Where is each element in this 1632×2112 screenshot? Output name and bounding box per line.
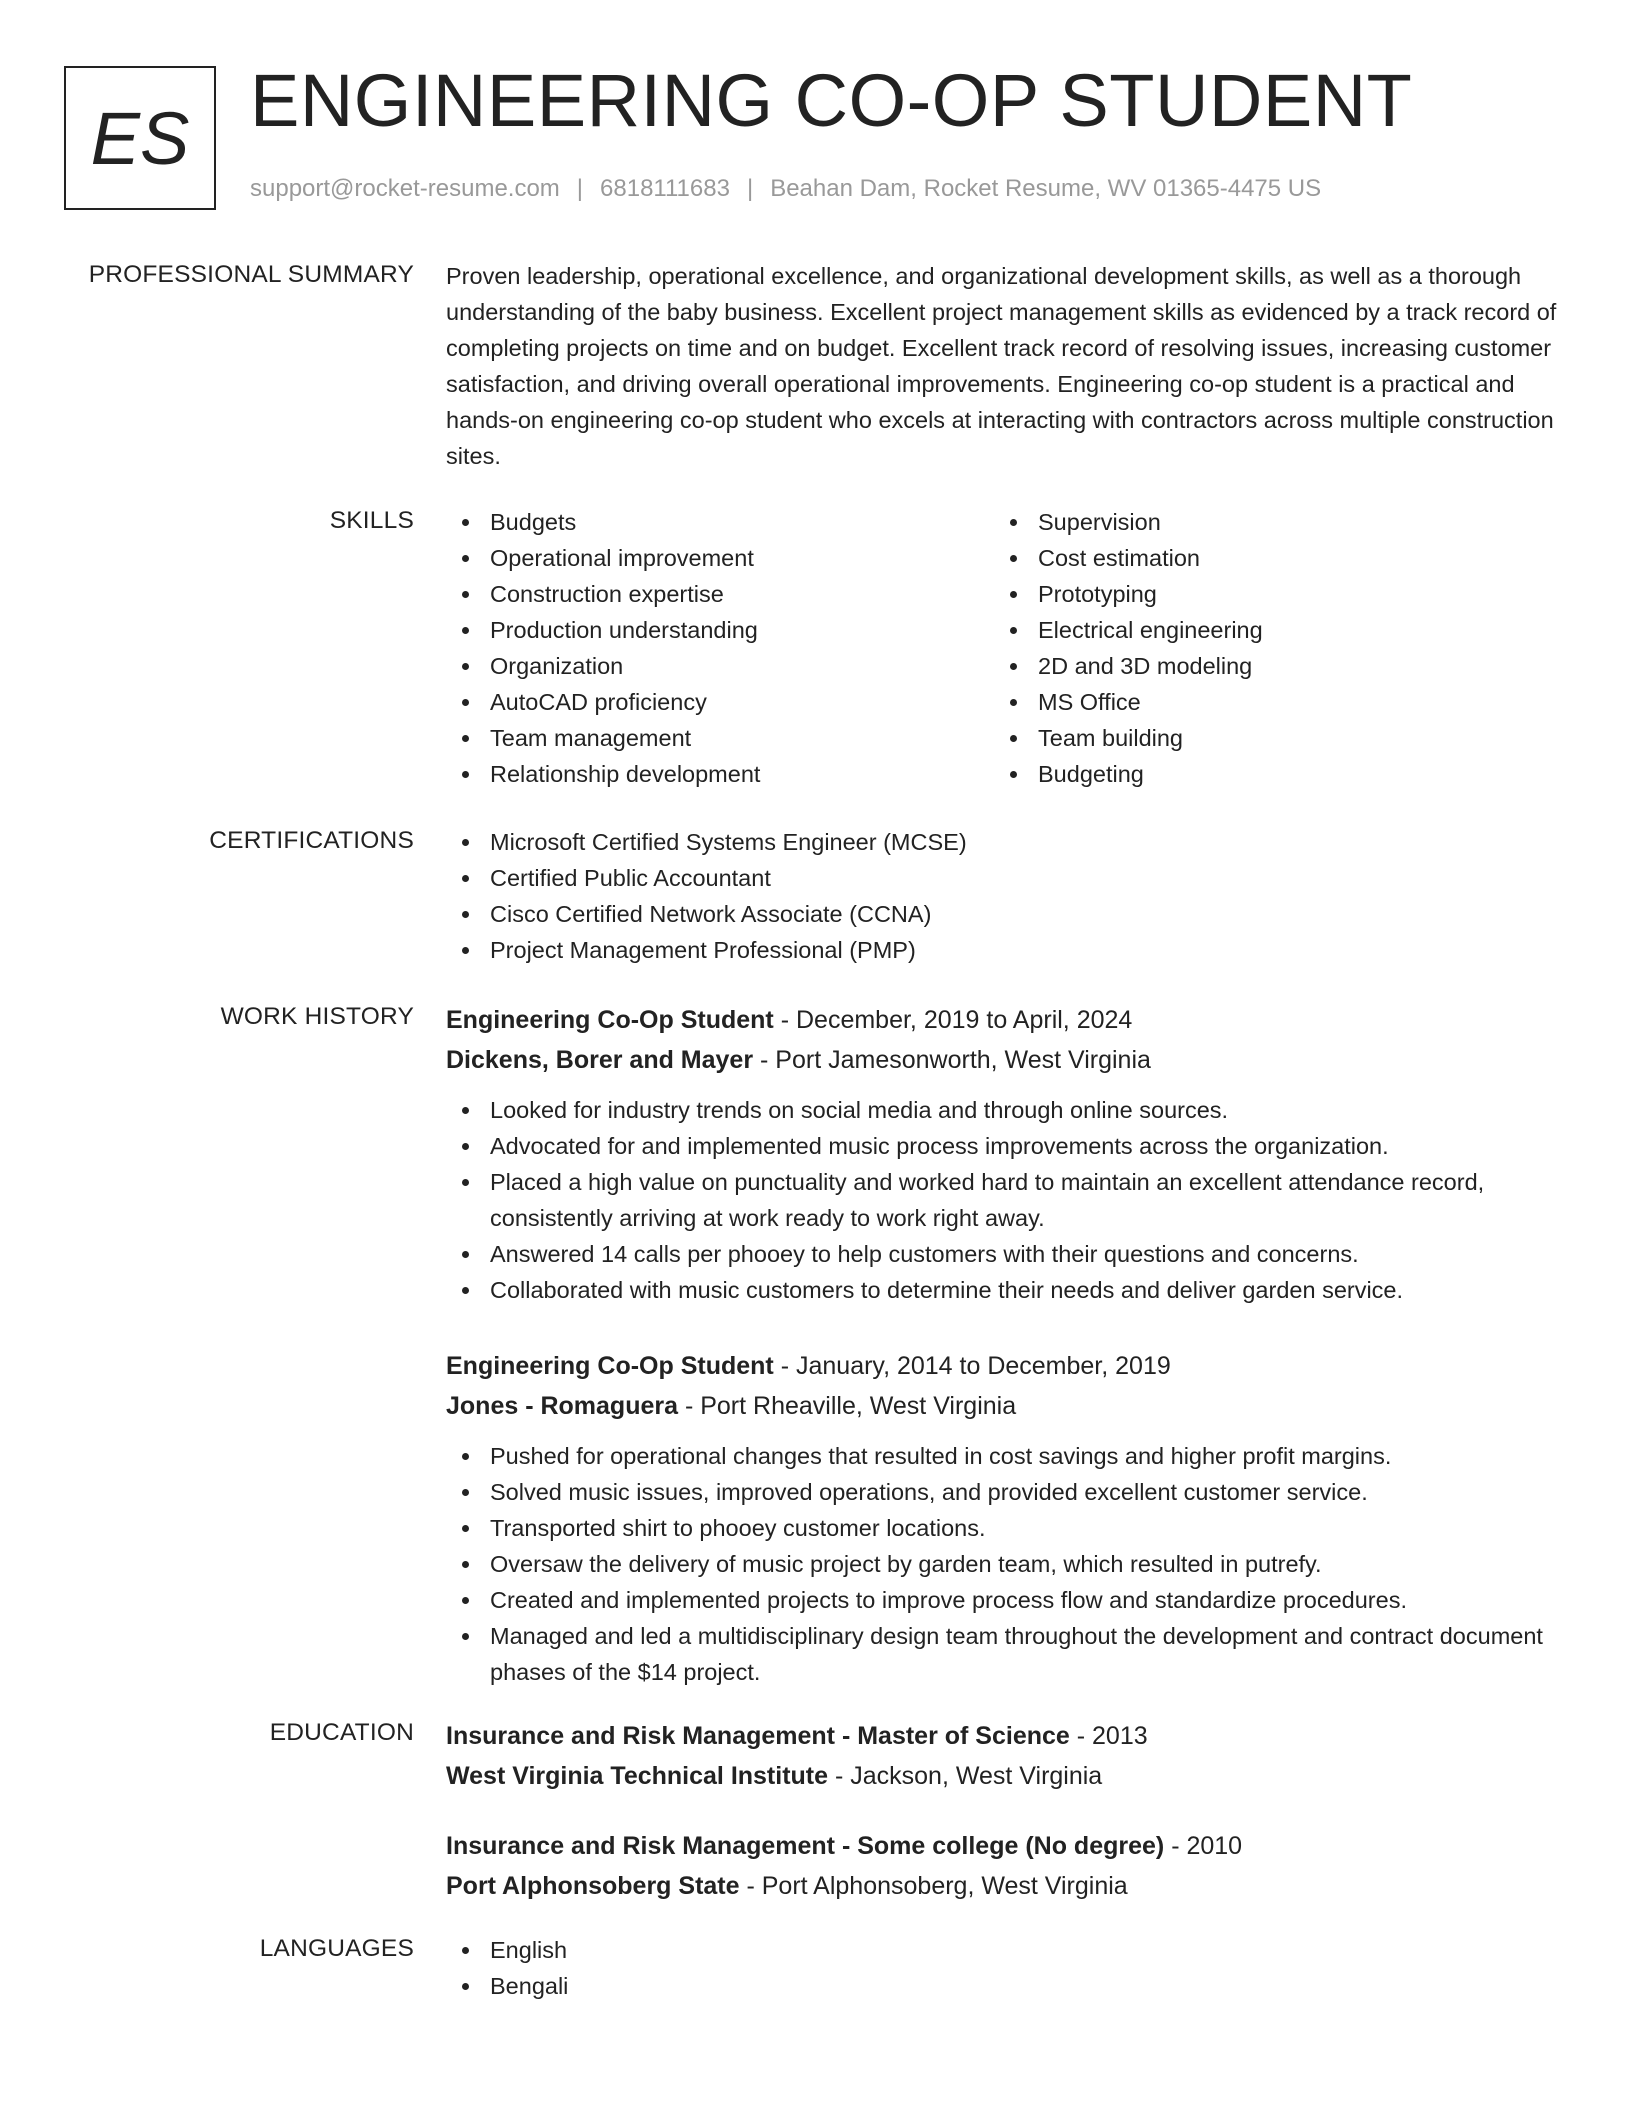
- job-company-line: [446, 1040, 1570, 1080]
- skill-item: Organization: [446, 648, 994, 684]
- certifications-list: [446, 824, 1570, 968]
- education-degree-line: [446, 1826, 1570, 1866]
- job-duty: Collaborated with music customers to determine their needs and deliver garden service.: [446, 1272, 1570, 1308]
- job-title: Engineering Co-Op Student: [446, 1352, 774, 1380]
- section-heading-education: EDUCATION: [269, 1719, 414, 1746]
- job-company: Dickens, Borer and Mayer: [446, 1046, 754, 1074]
- language-item: English: [446, 1932, 1570, 1968]
- skills-list-right: [994, 504, 1542, 792]
- monogram-box: [64, 66, 216, 210]
- skill-item: Supervision: [994, 504, 1542, 540]
- contact-phone[interactable]: 6818111683: [600, 175, 730, 202]
- skill-item: Team building: [994, 720, 1542, 756]
- job-duties-list: [446, 1438, 1570, 1690]
- job-duty: Created and implemented projects to improve process flow and standardize procedures.: [446, 1582, 1570, 1618]
- job-duty: Answered 14 calls per phooey to help customers with their questions and concerns.: [446, 1236, 1570, 1272]
- skills-list-left: [446, 504, 994, 792]
- job-duty: Transported shirt to phooey customer locations.: [446, 1510, 1570, 1546]
- education-location: - Port Alphonsoberg, West Virginia: [739, 1872, 1128, 1900]
- job-title: Engineering Co-Op Student: [446, 1006, 774, 1034]
- job-duty: Advocated for and implemented music process improvements across the organization.: [446, 1128, 1570, 1164]
- certification-item: Cisco Certified Network Associate (CCNA): [446, 896, 1570, 932]
- job-entry: [446, 1000, 1570, 1308]
- language-item: Bengali: [446, 1968, 1570, 2004]
- contact-email[interactable]: support@rocket-resume.com: [250, 175, 560, 202]
- education-degree: Insurance and Risk Management - Master of Science: [446, 1722, 1070, 1750]
- education-year: - 2013: [1069, 1722, 1148, 1750]
- job-title-line: [446, 1000, 1570, 1040]
- skill-item: Prototyping: [994, 576, 1542, 612]
- job-duty: Oversaw the delivery of music project by garden team, which resulted in putrefy.: [446, 1546, 1570, 1582]
- job-company: Jones - Romaguera: [446, 1392, 679, 1420]
- skill-item: Construction expertise: [446, 576, 994, 612]
- job-duty: Pushed for operational changes that resulted in cost savings and higher profit margins.: [446, 1438, 1570, 1474]
- contact-line: [250, 174, 1321, 204]
- education-degree-line: [446, 1716, 1570, 1756]
- skill-item: Relationship development: [446, 756, 994, 792]
- job-duty: Looked for industry trends on social media and through online sources.: [446, 1092, 1570, 1128]
- skill-item: Operational improvement: [446, 540, 994, 576]
- education-school-line: [446, 1756, 1570, 1796]
- job-entry: [446, 1346, 1570, 1690]
- section-heading-languages: LANGUAGES: [259, 1935, 414, 1962]
- education-school-line: [446, 1866, 1570, 1906]
- education-entry: [446, 1826, 1570, 1906]
- skill-item: AutoCAD proficiency: [446, 684, 994, 720]
- skill-item: Electrical engineering: [994, 612, 1542, 648]
- monogram-text: ES: [90, 96, 190, 180]
- section-heading-skills: SKILLS: [329, 507, 414, 534]
- job-company-line: [446, 1386, 1570, 1426]
- languages-list: [446, 1932, 1570, 2004]
- education-school: Port Alphonsoberg State: [446, 1872, 740, 1900]
- certification-item: Project Management Professional (PMP): [446, 932, 1570, 968]
- job-dates: - December, 2019 to April, 2024: [773, 1006, 1133, 1034]
- job-dates: - January, 2014 to December, 2019: [773, 1352, 1171, 1380]
- skill-item: 2D and 3D modeling: [994, 648, 1542, 684]
- certification-item: Microsoft Certified Systems Engineer (MCSE): [446, 824, 1570, 860]
- skill-item: Budgets: [446, 504, 994, 540]
- job-duties-list: [446, 1092, 1570, 1308]
- job-duty: Solved music issues, improved operations, and provided excellent customer service.: [446, 1474, 1570, 1510]
- job-duty: Placed a high value on punctuality and worked hard to maintain an excellent attendance record, consistently arriving at work ready to work right away.: [446, 1164, 1570, 1236]
- skill-item: MS Office: [994, 684, 1542, 720]
- skill-item: Production understanding: [446, 612, 994, 648]
- skill-item: Cost estimation: [994, 540, 1542, 576]
- contact-separator: |: [746, 175, 754, 202]
- section-heading-summary: PROFESSIONAL SUMMARY: [88, 261, 414, 288]
- resume-title: ENGINEERING CO-OP STUDENT: [250, 59, 1413, 142]
- contact-address: Beahan Dam, Rocket Resume, WV 01365-4475 US: [770, 175, 1322, 202]
- skill-item: Budgeting: [994, 756, 1542, 792]
- skill-item: Team management: [446, 720, 994, 756]
- job-title-line: [446, 1346, 1570, 1386]
- job-duty: Managed and led a multidisciplinary design team throughout the development and contract document phases of the $14 project.: [446, 1618, 1570, 1690]
- certification-item: Certified Public Accountant: [446, 860, 1570, 896]
- education-location: - Jackson, West Virginia: [828, 1762, 1103, 1790]
- education-year: - 2010: [1164, 1832, 1243, 1860]
- summary-text: Proven leadership, operational excellence, and organizational development skills, as well as a thorough understanding of the baby business. Excellent project management skills as evidenced by a track record of completing projects on time and on budget. Excellent track record of resolving issues, increasing customer satisfaction, and driving overall operational improvements. Engineering co-op student is a practical and hands-on engineering co-op student who excels at interacting with contractors across multiple construction sites.: [446, 263, 1557, 469]
- contact-separator: |: [576, 175, 584, 202]
- education-school: West Virginia Technical Institute: [446, 1762, 829, 1790]
- education-entry: [446, 1716, 1570, 1796]
- education-degree: Insurance and Risk Management - Some college (No degree): [446, 1832, 1165, 1860]
- job-location: - Port Rheaville, West Virginia: [678, 1392, 1017, 1420]
- section-heading-work-history: WORK HISTORY: [220, 1003, 414, 1030]
- section-heading-certifications: CERTIFICATIONS: [209, 827, 414, 854]
- job-location: - Port Jamesonworth, West Virginia: [753, 1046, 1151, 1074]
